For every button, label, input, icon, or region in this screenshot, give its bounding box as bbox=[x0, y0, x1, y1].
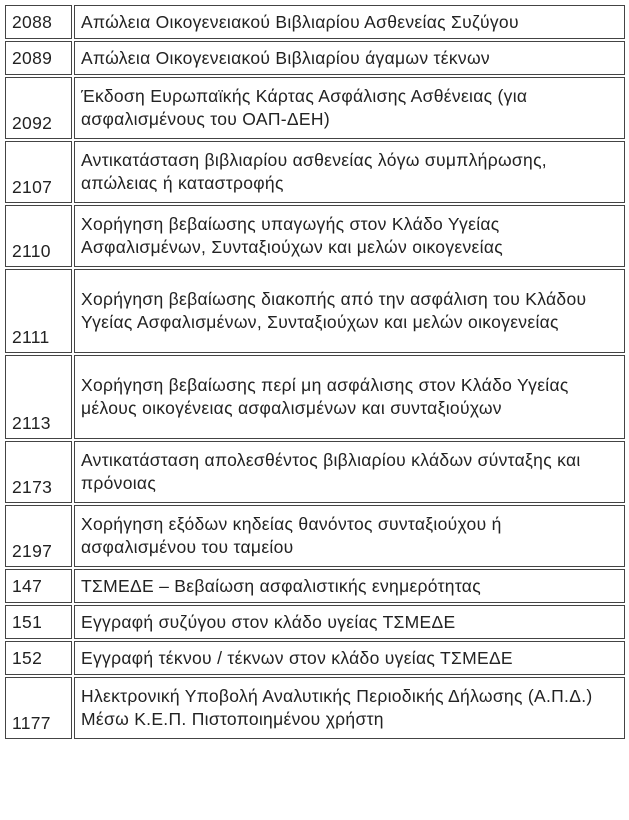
service-code: 147 bbox=[5, 569, 72, 603]
service-code: 152 bbox=[5, 641, 72, 675]
service-description: Χορήγηση βεβαίωσης διακοπής από την ασφάλιση του Κλάδου Υγείας Ασφαλισμένων, Συνταξιούχων και μελών οικογενείας bbox=[74, 269, 625, 353]
service-description: Απώλεια Οικογενειακού Βιβλιαρίου άγαμων τέκνων bbox=[74, 41, 625, 75]
service-description: Εγγραφή τέκνου / τέκνων στον κλάδο υγείας ΤΣΜΕΔΕ bbox=[74, 641, 625, 675]
table-row bbox=[5, 141, 625, 203]
service-description: Απώλεια Οικογενειακού Βιβλιαρίου Ασθενείας Συζύγου bbox=[74, 5, 625, 39]
service-description: Εγγραφή συζύγου στον κλάδο υγείας ΤΣΜΕΔΕ bbox=[74, 605, 625, 639]
table-row bbox=[5, 441, 625, 503]
service-code: 2110 bbox=[5, 205, 72, 267]
service-description: Αντικατάσταση απολεσθέντος βιβλιαρίου κλάδων σύνταξης και πρόνοιας bbox=[74, 441, 625, 503]
table-row bbox=[5, 569, 625, 603]
service-code: 2107 bbox=[5, 141, 72, 203]
service-code: 2113 bbox=[5, 355, 72, 439]
table-row bbox=[5, 41, 625, 75]
service-description: Χορήγηση εξόδων κηδείας θανόντος συνταξιούχου ή ασφαλισμένου του ταμείου bbox=[74, 505, 625, 567]
service-description: ΤΣΜΕΔΕ – Βεβαίωση ασφαλιστικής ενημερότητας bbox=[74, 569, 625, 603]
service-code: 151 bbox=[5, 605, 72, 639]
service-description: Χορήγηση βεβαίωσης υπαγωγής στον Κλάδο Υγείας Ασφαλισμένων, Συνταξιούχων και μελών οικογενείας bbox=[74, 205, 625, 267]
service-description: Αντικατάσταση βιβλιαρίου ασθενείας λόγω συμπλήρωσης, απώλειας ή καταστροφής bbox=[74, 141, 625, 203]
table-row bbox=[5, 205, 625, 267]
table-row bbox=[5, 505, 625, 567]
table-row bbox=[5, 5, 625, 39]
table-row bbox=[5, 677, 625, 739]
service-code: 2089 bbox=[5, 41, 72, 75]
table-row bbox=[5, 641, 625, 675]
service-code: 2088 bbox=[5, 5, 72, 39]
service-code: 2173 bbox=[5, 441, 72, 503]
service-description: Ηλεκτρονική Υποβολή Αναλυτικής Περιοδικής Δήλωσης (Α.Π.Δ.) Μέσω Κ.Ε.Π. Πιστοποιημένου χρήστη bbox=[74, 677, 625, 739]
table-row bbox=[5, 355, 625, 439]
table-row bbox=[5, 605, 625, 639]
service-description: Χορήγηση βεβαίωσης περί μη ασφάλισης στον Κλάδο Υγείας μέλους οικογένειας ασφαλισμένων και συνταξιούχων bbox=[74, 355, 625, 439]
service-description: Έκδοση Ευρωπαϊκής Κάρτας Ασφάλισης Ασθένειας (για ασφαλισμένους του ΟΑΠ-ΔΕΗ) bbox=[74, 77, 625, 139]
table-row bbox=[5, 269, 625, 353]
service-code: 2197 bbox=[5, 505, 72, 567]
service-code: 2092 bbox=[5, 77, 72, 139]
services-table bbox=[3, 3, 627, 741]
service-code: 1177 bbox=[5, 677, 72, 739]
table-row bbox=[5, 77, 625, 139]
service-code: 2111 bbox=[5, 269, 72, 353]
